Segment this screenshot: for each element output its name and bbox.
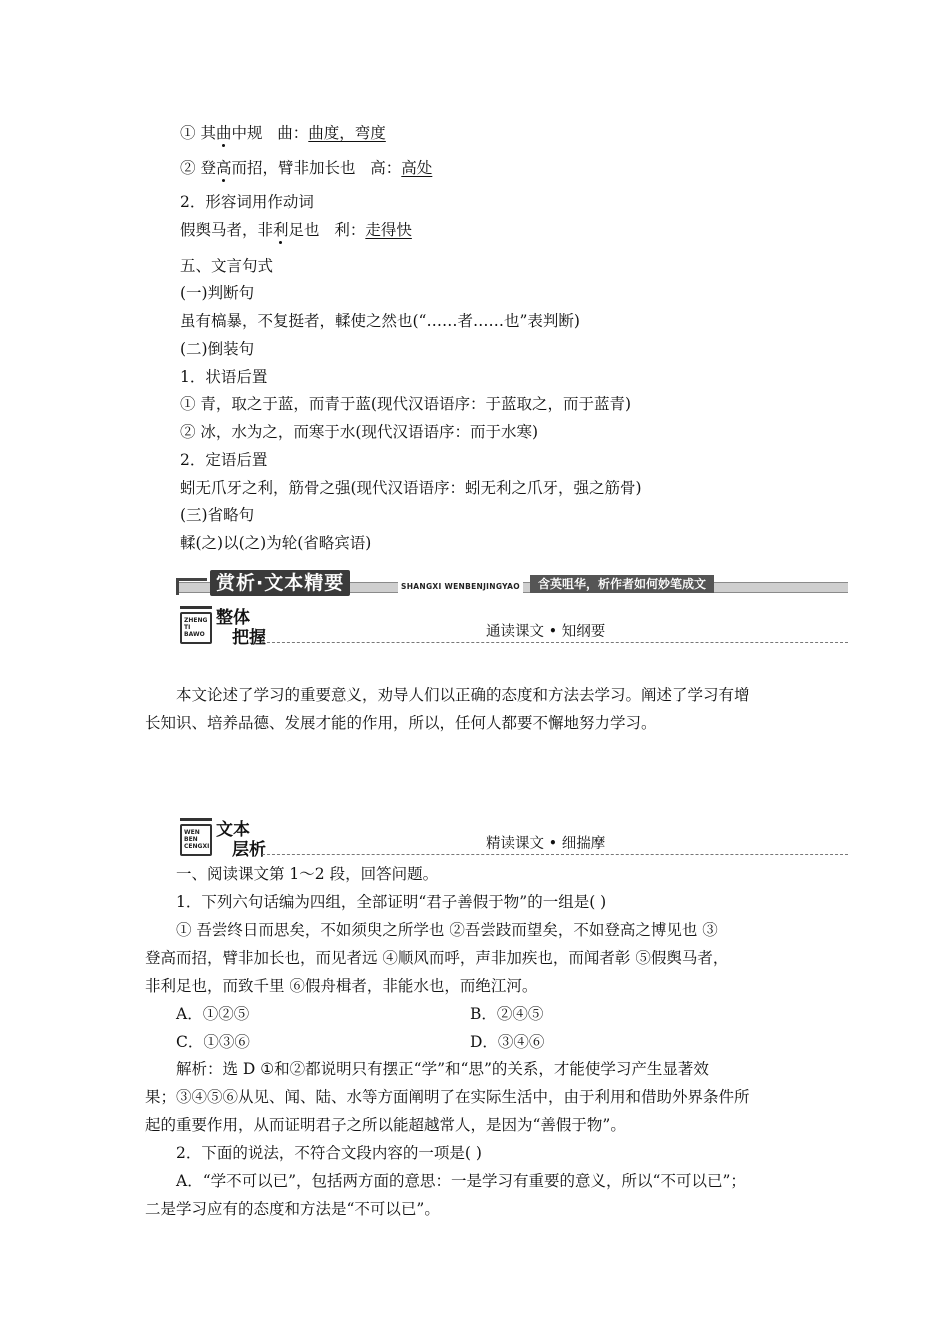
section-title-2: 把握 xyxy=(232,628,266,648)
heading-adverbial: 1．状语后置 xyxy=(180,368,268,386)
option-a: A．①②⑤ xyxy=(176,1005,250,1023)
heading-judge: (一)判断句 xyxy=(180,284,255,302)
answer-line1: 解析：选 D ①和②都说明只有摆正“学”和“思”的关系，才能使学习产生显著效 xyxy=(176,1060,709,1078)
answer-line2: 果；③④⑤⑥从见、闻、陆、水等方面阐明了在实际生活中，由于利用和借助外界条件所 xyxy=(145,1088,750,1106)
q1-line3: 非利足也，而致千里 ⑥假舟楫者，非能水也，而绝江河。 xyxy=(145,977,538,995)
section-title-2: 层析 xyxy=(232,840,266,860)
question-1: 1．下列六句话编为四组，全部证明“君子善假于物”的一组是( ) xyxy=(176,893,607,911)
item-qu: ① 其曲中规 曲：曲度，弯度 xyxy=(180,124,386,142)
item-gao: ② 登高而招，臂非加长也 高：高处 xyxy=(180,159,433,177)
section-subtitle: 精读课文 • 细揣摩 xyxy=(486,836,606,852)
question-2: 2．下面的说法，不符合文段内容的一项是( ) xyxy=(176,1144,482,1162)
judge-text: 虽有槁暴，不复挺者，輮使之然也(“……者……也”表判断) xyxy=(180,312,580,330)
heading-sentence-patterns: 五、文言句式 xyxy=(180,257,274,275)
banner-title: 赏析·文本精要 xyxy=(210,570,350,596)
attributive-1: 蚓无爪牙之利，筋骨之强(现代汉语语序：蚓无利之爪牙，强之筋骨) xyxy=(180,479,642,497)
emphasis-char: 曲 xyxy=(215,124,232,142)
answer-line3: 起的重要作用，从而证明君子之所以能超越常人，是因为“善假于物”。 xyxy=(145,1116,626,1134)
gloss: 高处 xyxy=(401,159,433,177)
adverbial-2: ② 冰，水为之，而寒于水(现代汉语语序：而于水寒) xyxy=(180,423,539,441)
section-subtitle: 通读课文 • 知纲要 xyxy=(486,624,606,640)
section-header-text xyxy=(180,818,848,860)
gloss: 曲度，弯度 xyxy=(308,124,386,142)
section-logo-icon: ZHENG TI BAWO xyxy=(180,612,212,644)
overall-paragraph-line1: 本文论述了学习的重要意义，劝导人们以正确的态度和方法去学习。阐述了学习有增 xyxy=(176,686,750,704)
option-d: D．③④⑥ xyxy=(470,1033,545,1051)
q2-option-a-line2: 二是学习应有的态度和方法是“不可以已”。 xyxy=(145,1200,440,1218)
heading-inversion: (二)倒装句 xyxy=(180,340,255,358)
option-b: B．②④⑤ xyxy=(470,1005,544,1023)
gloss: 走得快 xyxy=(365,221,412,239)
q2-option-a-line1: A．“学不可以已”，包括两方面的意思：一是学习有重要的意义，所以“不可以已”； xyxy=(176,1172,746,1190)
section-title-1: 整体 xyxy=(216,608,250,628)
emphasis-char: 利 xyxy=(273,221,289,239)
item-li: 假舆马者，非利足也 利：走得快 xyxy=(180,221,412,239)
q1-line2: 登高而招，臂非加长也，而见者远 ④顺风而呼，声非加疾也，而闻者彰 ⑤假舆马者， xyxy=(145,949,729,967)
q1-line1: ① 吾尝终日而思矣，不如须臾之所学也 ②吾尝跂而望矣，不如登高之博见也 ③ xyxy=(176,921,718,939)
section-title-1: 文本 xyxy=(216,820,250,840)
section-banner xyxy=(176,572,848,596)
banner-decoration xyxy=(176,578,207,595)
emphasis-char: 高 xyxy=(215,159,232,177)
divider xyxy=(262,642,848,643)
banner-slogan: 含英咀华，析作者如何妙笔成文 xyxy=(530,575,714,593)
divider xyxy=(262,854,848,855)
omission-1: 輮(之)以(之)为轮(省略宾语) xyxy=(180,534,372,552)
section-header-overall xyxy=(180,606,848,648)
banner-pinyin: SHANGXI WENBENJINGYAO xyxy=(398,581,523,593)
heading-attributive: 2．定语后置 xyxy=(180,451,268,469)
adverbial-1: ① 青，取之于蓝，而青于蓝(现代汉语语序：于蓝取之，而于蓝青) xyxy=(180,395,632,413)
heading-omission: (三)省略句 xyxy=(180,506,255,524)
section-logo-icon: WEN BEN CENGXI xyxy=(180,824,212,856)
heading-adj-verb: 2．形容词用作动词 xyxy=(180,193,314,211)
option-c: C．①③⑥ xyxy=(176,1033,250,1051)
reading-task: 一、阅读课文第 1～2 段，回答问题。 xyxy=(176,865,439,883)
overall-paragraph-line2: 长知识、培养品德、发展才能的作用，所以，任何人都要不懈地努力学习。 xyxy=(145,714,657,732)
